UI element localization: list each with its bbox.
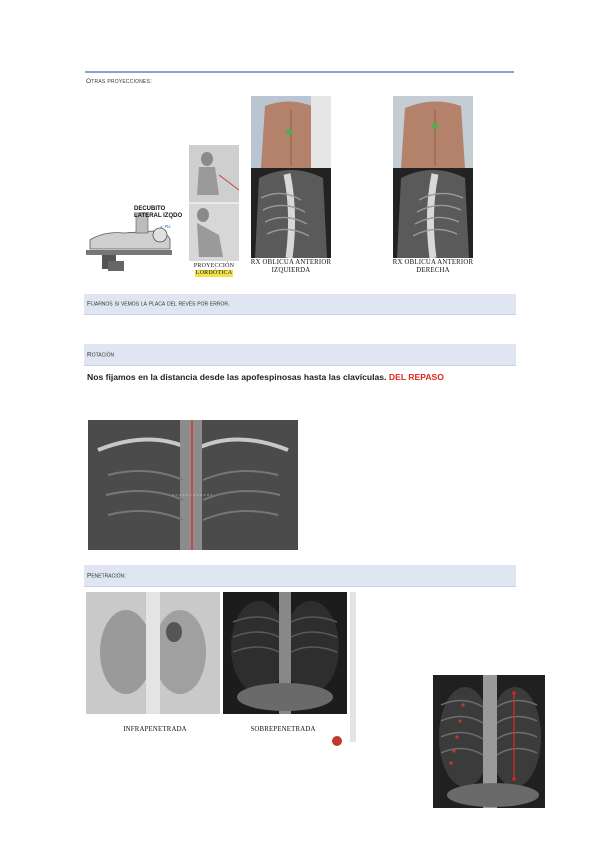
oblique-right-caption: RX OBLICUA ANTERIOR DERECHA <box>392 259 474 274</box>
underpenetrated-xray <box>86 592 220 714</box>
vertical-divider <box>350 592 356 742</box>
section-title-otras-proyecciones: Otras proyecciones: <box>86 78 153 85</box>
decubito-label: DECUBITO LATERAL IZQDO <box>134 206 183 219</box>
oblique-right-back-photo <box>393 96 473 168</box>
red-dot-icon <box>332 736 342 746</box>
section-title-penetracion: Penetración: <box>87 572 126 579</box>
oblique-left-caption: RX OBLICUA ANTERIOR IZQUIERDA <box>250 259 332 274</box>
oblique-left-xray <box>251 168 331 258</box>
rotation-text: Nos fijamos en la distancia desde las apofespinosas hasta las clavículas. DEL REPASO <box>87 372 444 382</box>
underpenetrated-caption: INFRAPENETRADA <box>123 726 187 733</box>
overpenetrated-caption: SOBREPENETRADA <box>250 726 316 733</box>
rotation-xray <box>88 420 298 550</box>
lordotic-caption: PROYECCIÓN LORDÓTICA <box>193 263 235 276</box>
top-divider <box>85 71 514 73</box>
section-title-fijarnos: Fijarnos si vemos la placa del revés por error. <box>87 300 230 308</box>
lordotic-photo <box>189 145 239 261</box>
section-band-fijarnos <box>84 294 516 315</box>
section-band-rotacion <box>84 344 516 366</box>
section-title-rotacion: Rotación <box>87 351 115 358</box>
oblique-right-xray <box>393 168 473 258</box>
rotation-highlight: DEL REPASO <box>388 372 444 382</box>
overpenetrated-xray <box>223 592 347 714</box>
section-band-penetracion <box>84 565 516 587</box>
decubito-rx-note: ↙ Rx <box>160 224 171 229</box>
chest-xray-measurement <box>433 675 545 808</box>
oblique-left-back-photo <box>251 96 331 168</box>
